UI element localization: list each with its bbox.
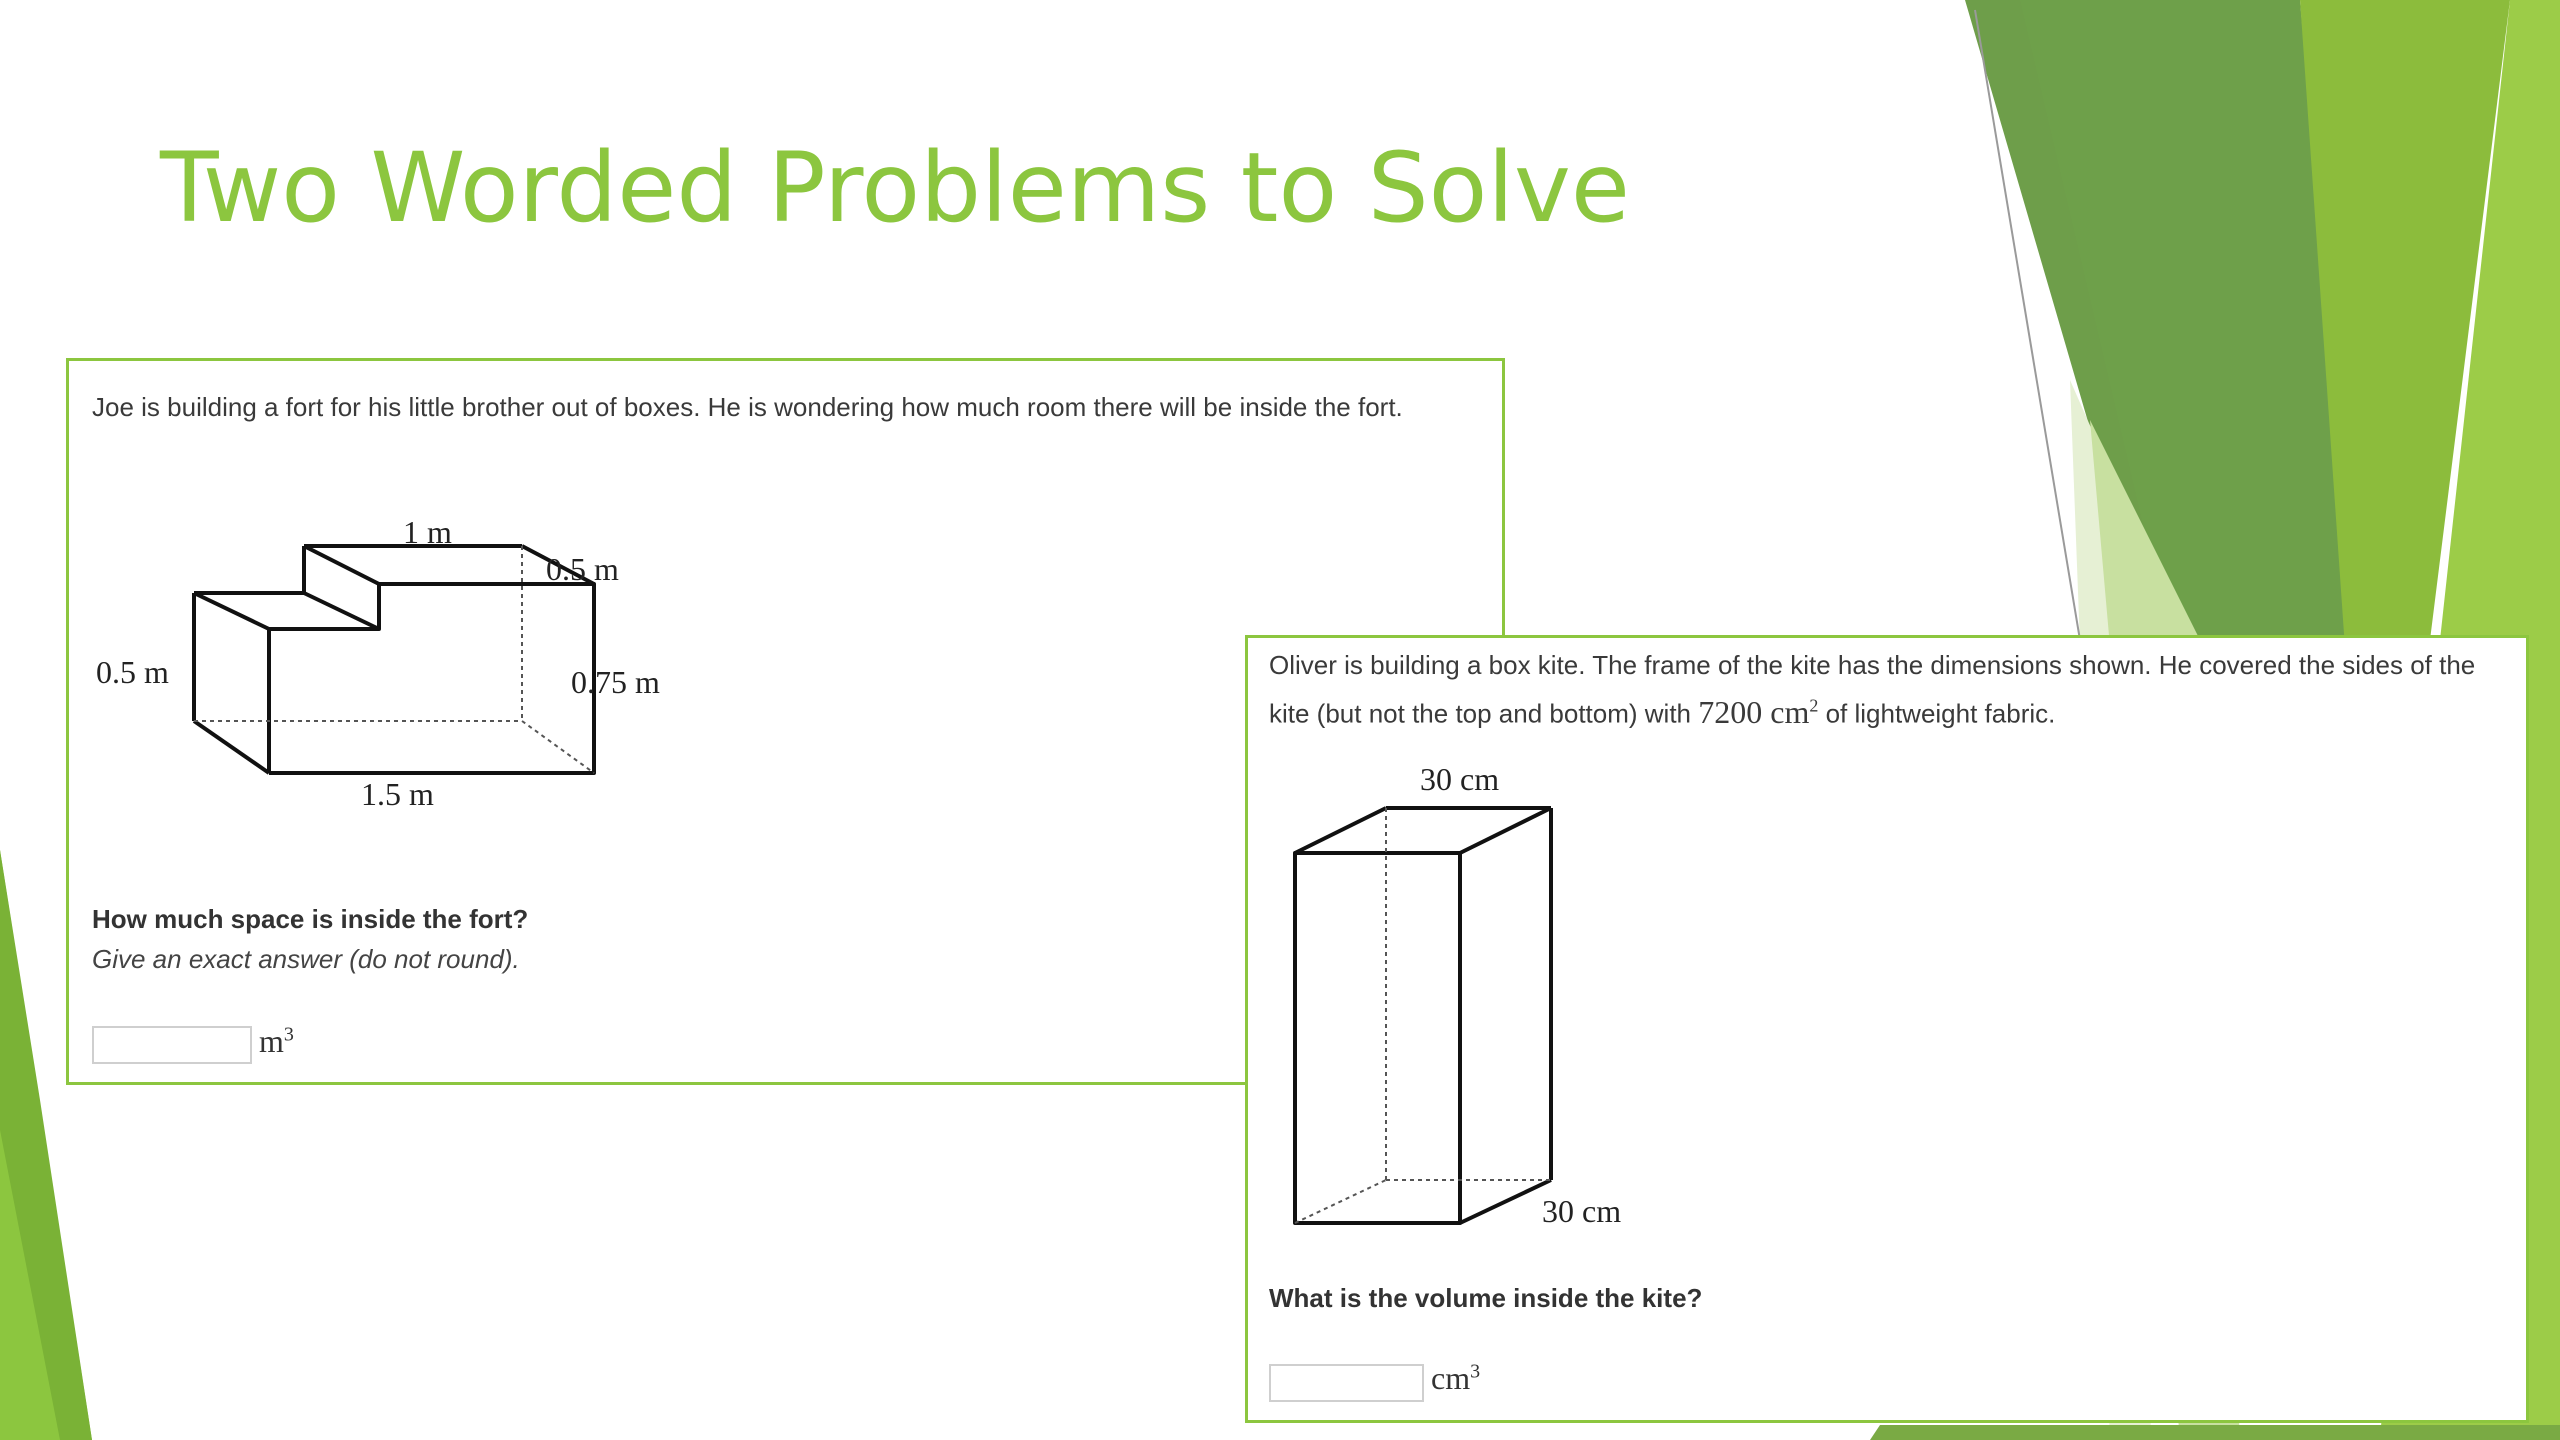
kite-dimension-labels: [1248, 748, 1668, 1288]
problem-2-unit-exp: 3: [1470, 1360, 1481, 1383]
label-left-0.5m: 0.5 m: [96, 654, 169, 690]
problem-2-prompt-after: of lightweight fabric.: [1818, 698, 2056, 729]
label-top-right-0.5m: 0.5 m: [546, 551, 619, 587]
problem-1-question: How much space is inside the fort?: [92, 904, 529, 934]
problem-1-hint: Give an exact answer (do not round).: [92, 944, 520, 974]
problem-2-fabric-value: 7200: [1698, 693, 1763, 730]
problem-2-fabric-unit: cm: [1770, 693, 1810, 730]
label-right-0.75m: 0.75 m: [571, 664, 660, 700]
problem-2-answer-input[interactable]: [1269, 1364, 1424, 1402]
problem-1-answer-input[interactable]: [92, 1026, 252, 1064]
fort-dimension-labels: [69, 511, 769, 861]
label-kite-bottom-30cm: 30 cm: [1542, 1193, 1622, 1229]
problem-2-card: [1245, 635, 2529, 1423]
problem-2-prompt-before: Oliver is building a box kite. The frame of the kite has the dimensions shown. He covered the sides of the kite (but not the top and bottom) with: [1269, 650, 2476, 729]
problem-2-unit: [1431, 1360, 1480, 1397]
label-bottom-1.5m: 1.5 m: [361, 776, 434, 812]
problem-2-unit-base: cm: [1431, 1360, 1471, 1396]
problem-1-unit-exp: 3: [283, 1023, 294, 1046]
label-kite-top-30cm: 30 cm: [1420, 761, 1500, 797]
problem-1-unit: [259, 1023, 294, 1060]
problem-2-fabric-area: [1698, 694, 1818, 730]
problem-2-question: What is the volume inside the kite?: [1269, 1283, 1703, 1313]
label-top-1m: 1 m: [403, 514, 452, 550]
slide-title: Two Worded Problems to Solve: [160, 132, 1630, 244]
problem-2-prompt: [1269, 645, 2519, 734]
problem-1-prompt: Joe is building a fort for his little brother out of boxes. He is wondering how much room there will be inside the fort.: [92, 392, 1403, 422]
problem-2-fabric-exp: 2: [1809, 695, 1819, 715]
problem-1-unit-base: m: [259, 1023, 284, 1059]
